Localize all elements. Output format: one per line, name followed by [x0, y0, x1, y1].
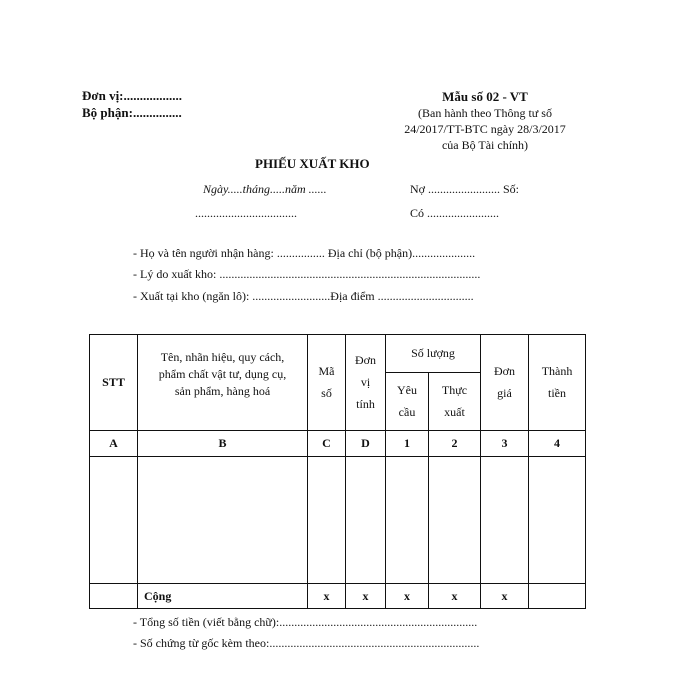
form-number: Mẫu số 02 - VT [442, 89, 528, 104]
no-account-line: Nợ ........................ Số: [410, 182, 520, 196]
header-ten-line1: Tên, nhãn hiệu, quy cách, [160, 350, 285, 364]
form-issue-line3: của Bộ Tài chính) [441, 138, 529, 152]
code-3: 3 [481, 431, 529, 457]
body-cell [138, 457, 308, 584]
total-label: Cộng [138, 584, 308, 609]
date-dots-line: .................................. [195, 206, 297, 220]
attached-docs-field: - Số chứng từ gốc kèm theo:...................................................................... [133, 636, 480, 650]
header-thanh-tien-line1: Thành [541, 364, 573, 378]
header-ten-line2: phẩm chất vật tư, dụng cụ, [158, 367, 287, 381]
form-info [385, 88, 585, 153]
body-cell [90, 457, 138, 584]
header-yeu-cau-line2: cầu [398, 405, 416, 419]
header-ten [138, 335, 308, 431]
body-cell [386, 457, 429, 584]
body-row [90, 457, 586, 584]
code-c: C [308, 431, 346, 457]
total-mark-1: x [386, 584, 429, 609]
code-1: 1 [386, 431, 429, 457]
bo-phan-label: Bộ phận:............... [82, 105, 182, 120]
header-thuc-xuat [429, 373, 481, 431]
header-thanh-tien [529, 335, 586, 431]
header-dvt-line1: Đơn [354, 353, 376, 367]
header-don-vi-tinh [346, 335, 386, 431]
total-row [90, 584, 586, 609]
form-issue-line2: 24/2017/TT-BTC ngày 28/3/2017 [404, 122, 566, 136]
total-mark-d: x [346, 584, 386, 609]
total-mark-3: x [481, 584, 529, 609]
reason-field: - Lý do xuất kho: ....................................................................................... [133, 267, 481, 281]
header-stt: STT [90, 335, 138, 431]
total-mark-2: x [429, 584, 481, 609]
document-title: PHIẾU XUẤT KHO [255, 156, 370, 171]
goods-table [89, 334, 586, 609]
total-stt [90, 584, 138, 609]
code-a: A [90, 431, 138, 457]
header-thuc-xuat-line2: xuất [444, 405, 465, 419]
code-d: D [346, 431, 386, 457]
header-so-luong: Số lượng [386, 335, 481, 373]
body-cell [529, 457, 586, 584]
body-cell [308, 457, 346, 584]
header-yeu-cau [386, 373, 429, 431]
form-issue-line1: (Ban hành theo Thông tư số [418, 106, 552, 120]
code-b: B [138, 431, 308, 457]
header-don-gia-line2: giá [497, 386, 512, 400]
header-ma-so-line1: Mã [318, 364, 335, 378]
header-thuc-xuat-line1: Thực [441, 383, 468, 397]
code-4: 4 [529, 431, 586, 457]
warehouse-field: - Xuất tại kho (ngăn lô): ..........................Địa điểm ................................ [133, 289, 474, 303]
total-mark-c: x [308, 584, 346, 609]
header-don-gia [481, 335, 529, 431]
body-cell [429, 457, 481, 584]
body-cell [346, 457, 386, 584]
total-in-words-field: - Tổng số tiền (viết bằng chữ):.................................................................. [133, 615, 478, 629]
date-line: Ngày.....tháng.....năm ...... [203, 182, 327, 196]
header-ten-line3: sản phẩm, hàng hoá [174, 384, 271, 398]
receiver-field: - Họ và tên người nhận hàng: ................ Địa chỉ (bộ phận)..................... [133, 246, 476, 260]
header-dvt-line2: vị [360, 375, 371, 389]
header-yeu-cau-line1: Yêu [397, 383, 417, 397]
header-don-gia-line1: Đơn [494, 364, 516, 378]
code-2: 2 [429, 431, 481, 457]
body-cell [481, 457, 529, 584]
code-row [90, 431, 586, 457]
total-amount [529, 584, 586, 609]
header-thanh-tien-line2: tiền [548, 386, 567, 400]
co-account-line: Có ........................ [410, 206, 500, 220]
don-vi-label: Đơn vị:.................. [82, 88, 183, 103]
table-header-row [90, 335, 586, 373]
header-ma-so-line2: số [321, 386, 332, 400]
header-dvt-line3: tính [356, 397, 375, 411]
header-ma-so [308, 335, 346, 431]
